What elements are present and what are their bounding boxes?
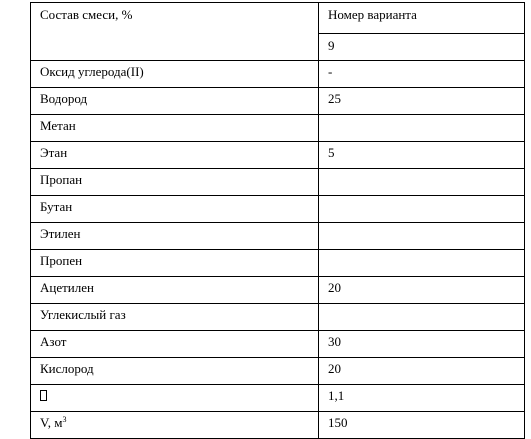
component-value (319, 223, 525, 250)
component-value (319, 115, 525, 142)
component-value: - (319, 61, 525, 88)
component-name: Азот (31, 331, 319, 358)
table-row (31, 223, 525, 250)
table-row (31, 61, 525, 88)
table-row (31, 142, 525, 169)
component-value (319, 196, 525, 223)
table-row (31, 385, 525, 412)
component-value: 1,1 (319, 385, 525, 412)
volume-unit-exponent: 3 (62, 415, 67, 424)
component-value: 5 (319, 142, 525, 169)
component-value (319, 250, 525, 277)
component-name: Кислород (31, 358, 319, 385)
table-row (31, 331, 525, 358)
table-row (31, 169, 525, 196)
component-name (31, 412, 319, 439)
component-name: Водород (31, 88, 319, 115)
component-value (319, 304, 525, 331)
table-row (31, 358, 525, 385)
table-row (31, 115, 525, 142)
missing-glyph-icon (40, 390, 47, 401)
component-name: Бутан (31, 196, 319, 223)
missing-glyph-cell (31, 385, 319, 412)
volume-label: V, м (40, 415, 63, 430)
component-name: Этилен (31, 223, 319, 250)
component-name: Метан (31, 115, 319, 142)
component-name: Этан (31, 142, 319, 169)
component-value: 20 (319, 358, 525, 385)
table-row (31, 250, 525, 277)
variant-header: Номер варианта (319, 3, 525, 34)
table-row (31, 412, 525, 439)
table-row (31, 88, 525, 115)
component-name: Пропан (31, 169, 319, 196)
component-name: Ацетилен (31, 277, 319, 304)
table-row (31, 196, 525, 223)
component-value (319, 169, 525, 196)
mixture-composition-table (30, 2, 525, 439)
component-name: Углекислый газ (31, 304, 319, 331)
composition-header: Состав смеси, % (31, 3, 319, 61)
component-value: 20 (319, 277, 525, 304)
header-row (31, 3, 525, 34)
component-name: Пропен (31, 250, 319, 277)
component-value: 30 (319, 331, 525, 358)
table-row (31, 304, 525, 331)
component-name: Оксид углерода(II) (31, 61, 319, 88)
variant-number: 9 (319, 34, 525, 61)
table-row (31, 277, 525, 304)
component-value: 150 (319, 412, 525, 439)
component-value: 25 (319, 88, 525, 115)
